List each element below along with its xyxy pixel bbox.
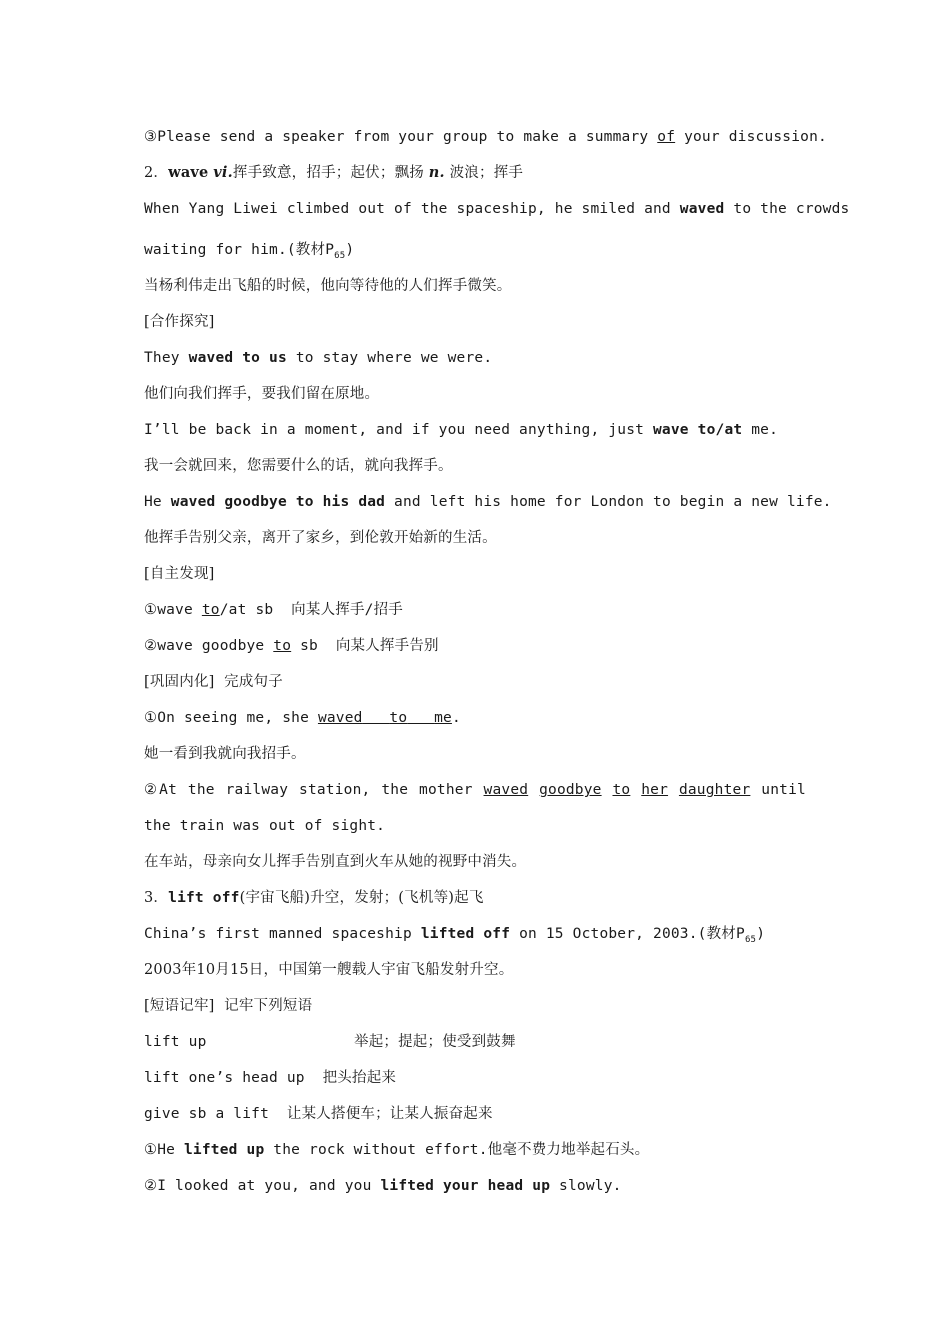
translation: 他们向我们挥手，要我们留在原地。 — [144, 386, 380, 402]
section-label: [合作探究] — [144, 314, 215, 330]
example-sentence: ②I looked at you, and you lifted your head up slowly. — [144, 1178, 622, 1194]
section-label: [自主发现] — [144, 566, 215, 582]
blank-answer: waved — [483, 782, 529, 798]
headword: lift off — [168, 890, 240, 906]
example-sentence: He waved goodbye to his dad and left his home for London to begin a new life. — [144, 494, 832, 510]
line-04: waiting for him.(教材$P_{65}$) — [144, 242, 355, 261]
exercise-sentence: ①On seeing me, she waved to me. — [144, 710, 461, 726]
example-sentence: I’ll be back in a moment, and if you need anything, just wave to/at me. — [144, 422, 779, 438]
section-label: [巩固内化] 完成句子 — [144, 674, 283, 690]
line-03: When Yang Liwei climbed out of the spaceship, he smiled and waved to the crowds — [144, 201, 850, 217]
exercise-sentence-continued: the train was out of sight. — [144, 818, 386, 834]
translation: 她一看到我就向我招手。 — [144, 746, 306, 762]
headword: wave — [168, 164, 209, 181]
exercise-sentence: ②At the railway station, the mother waved goodbye to her daughter until — [144, 782, 806, 798]
example-sentence: ①He lifted up the rock without effort.他毫不费力地举起石头。 — [144, 1142, 650, 1158]
translation: 2003年10月15日，中国第一艘载人宇宙飞船发射升空。 — [144, 962, 514, 978]
line-01: ③Please send a speaker from your group to make a summary of your discussion. — [144, 129, 827, 145]
translation: 当杨利伟走出飞船的时候，他向等待他的人们挥手微笑。 — [144, 278, 512, 294]
translation: 在车站，母亲向女儿挥手告别直到火车从她的视野中消失。 — [144, 854, 527, 870]
phrase-rule: ②wave goodbye to sb 向某人挥手告别 — [144, 638, 439, 654]
blank-answer: of — [657, 129, 676, 145]
phrase-item: give sb a lift 让某人搭便车；让某人振奋起来 — [144, 1106, 493, 1122]
example-sentence: China’s first manned spaceship lifted off on 15 October, 2003.(教材$P_{65}$) — [144, 926, 766, 945]
translation: 他挥手告别父亲，离开了家乡，到伦敦开始新的生活。 — [144, 530, 497, 546]
section-label: [短语记牢] 记牢下列短语 — [144, 998, 313, 1014]
phrase-item: lift up 举起；提起；使受到鼓舞 — [144, 1034, 516, 1050]
document-page — [144, 123, 850, 1208]
phrase-rule: ①wave to/at sb 向某人挥手/招手 — [144, 602, 404, 618]
phrase-item: lift one’s head up 把头抬起来 — [144, 1070, 397, 1086]
blank-answer: waved to me — [317, 710, 452, 726]
entry-2-heading: 2．wave vi.挥手致意，招手；起伏；飘扬 n. 波浪；挥手 — [144, 164, 524, 181]
example-sentence: They waved to us to stay where we were. — [144, 350, 493, 366]
translation: 我一会就回来，您需要什么的话，就向我挥手。 — [144, 458, 453, 474]
entry-3-heading: 3．lift off(宇宙飞船)升空，发射；(飞机等)起飞 — [144, 890, 484, 906]
